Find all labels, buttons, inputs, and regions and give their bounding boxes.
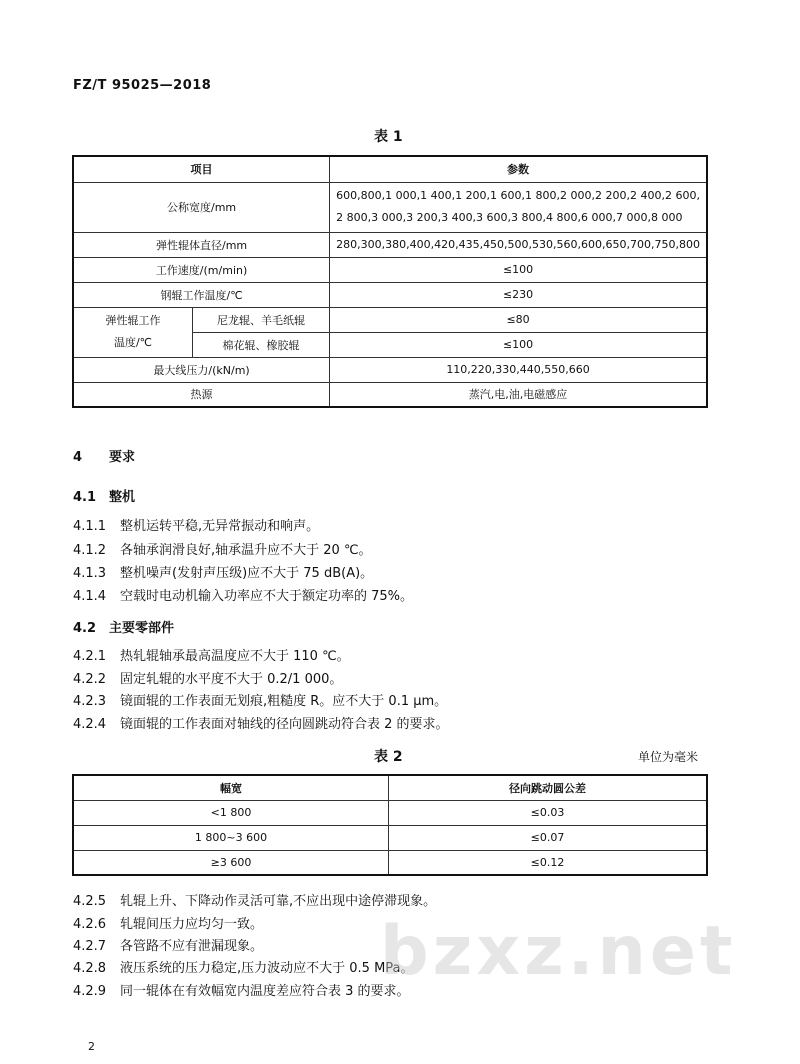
- clause-text: 同一辊体在有效幅宽内温度差应符合表 3 的要求。: [120, 984, 410, 999]
- table-row: [73, 800, 707, 825]
- row-width-value-line1: 600,800,1 000,1 400,1 200,1 600,1 800,2 000,2 200,2 400,2 600,: [336, 189, 700, 202]
- doc-id-header: FZ/T 95025—2018: [73, 78, 212, 93]
- clause-text: 固定轧辊的水平度不大于 0.2/1 000。: [120, 672, 343, 687]
- runout-tolerance-table: [72, 774, 708, 876]
- clause-number: 4.2.7: [73, 939, 107, 954]
- row-elastic-sub2-value: ≤100: [330, 332, 707, 357]
- clause-text: 轧辊间压力应均匀一致。: [120, 917, 264, 932]
- page-number: 2: [88, 1040, 95, 1053]
- table2-header-width: 幅宽: [73, 775, 389, 800]
- row-width-value: [330, 182, 707, 232]
- table2-width-cell: 1 800~3 600: [73, 825, 389, 850]
- row-width-label: 公称宽度/mm: [73, 182, 330, 232]
- clause-4-2-1: [73, 645, 350, 664]
- clause-text: 液压系统的压力稳定,压力波动应不大于 0.5 MPa。: [120, 961, 414, 976]
- clause-4-2-9: [73, 980, 410, 999]
- table2-tol-cell: ≤0.12: [389, 850, 708, 875]
- elastic-temp-label-line2: 温度/℃: [113, 336, 153, 349]
- row-steel-temp-label: 钢辊工作温度/℃: [73, 282, 330, 307]
- row-diameter-value: 280,300,380,400,420,435,450,500,530,560,600,650,700,750,800: [330, 232, 707, 257]
- table2-tol-cell: ≤0.07: [389, 825, 708, 850]
- section-4-1-heading: [73, 486, 135, 505]
- clause-number: 4.2.3: [73, 694, 107, 709]
- clause-4-2-7: [73, 935, 263, 954]
- clause-text: 镜面辊的工作表面无划痕,粗糙度 R。应不大于 0.1 μm。: [120, 694, 448, 709]
- section-4-2-number: 4.2: [73, 621, 97, 636]
- table2-width-cell: <1 800: [73, 800, 389, 825]
- clause-number: 4.2.5: [73, 894, 107, 909]
- row-diameter-label: 弹性辊体直径/mm: [73, 232, 330, 257]
- clause-number: 4.1.4: [73, 589, 107, 604]
- clause-number: 4.2.2: [73, 672, 107, 687]
- row-pressure-label: 最大线压力/(kN/m): [73, 357, 330, 382]
- table2-unit: 单位为毫米: [637, 750, 698, 764]
- clause-number: 4.2.8: [73, 961, 107, 976]
- section-4-2-title: 主要零部件: [109, 621, 175, 636]
- row-elastic-temp-group-label: [73, 307, 193, 357]
- clause-4-2-6: [73, 913, 263, 932]
- clause-text: 整机运转平稳,无异常振动和响声。: [120, 519, 320, 534]
- clause-text: 热轧辊轴承最高温度应不大于 110 ℃。: [120, 649, 350, 664]
- table-row: [73, 850, 707, 875]
- row-elastic-sub1-value: ≤80: [330, 307, 707, 332]
- table-row: [73, 825, 707, 850]
- clause-number: 4.1.1: [73, 519, 107, 534]
- clause-4-2-4: [73, 713, 449, 732]
- clause-number: 4.2.9: [73, 984, 107, 999]
- clause-4-2-8: [73, 957, 414, 976]
- table1-header-item: 项目: [73, 156, 330, 182]
- clause-text: 轧辊上升、下降动作灵活可靠,不应出现中途停滞现象。: [120, 894, 437, 909]
- row-heat-label: 热源: [73, 382, 330, 407]
- section-4-title: 要求: [109, 450, 136, 465]
- clause-4-2-5: [73, 890, 436, 909]
- row-elastic-sub2-label: 棉花辊、橡胶辊: [193, 332, 330, 357]
- clause-4-1-4: [73, 585, 413, 604]
- table2-header-tolerance: 径向跳动圆公差: [389, 775, 708, 800]
- clause-4-1-2: [73, 539, 372, 558]
- clause-number: 4.2.6: [73, 917, 107, 932]
- clause-text: 整机噪声(发射声压级)应不大于 75 dB(A)。: [120, 566, 374, 581]
- row-heat-value: 蒸汽,电,油,电磁感应: [330, 382, 707, 407]
- row-elastic-sub1-label: 尼龙辊、羊毛纸辊: [193, 307, 330, 332]
- clause-number: 4.2.4: [73, 717, 107, 732]
- table2-caption: 表 2: [374, 749, 403, 765]
- section-4-heading: [73, 446, 135, 465]
- row-speed-value: ≤100: [330, 257, 707, 282]
- section-4-1-title: 整机: [109, 490, 136, 505]
- clause-4-1-3: [73, 562, 373, 581]
- row-width-value-line2: 2 800,3 000,3 200,3 400,3 600,3 800,4 800,6 000,7 000,8 000: [336, 211, 683, 224]
- row-pressure-value: 110,220,330,440,550,660: [330, 357, 707, 382]
- clause-number: 4.1.2: [73, 543, 107, 558]
- clause-text: 各轴承润滑良好,轴承温升应不大于 20 ℃。: [120, 543, 372, 558]
- clause-4-1-1: [73, 515, 319, 534]
- section-4-number: 4: [73, 450, 83, 465]
- table1-header-param: 参数: [330, 156, 707, 182]
- table1-caption: 表 1: [374, 129, 403, 145]
- clause-number: 4.2.1: [73, 649, 107, 664]
- section-4-1-number: 4.1: [73, 490, 97, 505]
- elastic-temp-label-line1: 弹性辊工作: [105, 314, 161, 327]
- row-speed-label: 工作速度/(m/min): [73, 257, 330, 282]
- parameter-table: [72, 155, 708, 408]
- clause-number: 4.1.3: [73, 566, 107, 581]
- table2-width-cell: ≥3 600: [73, 850, 389, 875]
- clause-text: 空载时电动机输入功率应不大于额定功率的 75%。: [120, 589, 414, 604]
- section-4-2-heading: [73, 617, 174, 636]
- clause-text: 镜面辊的工作表面对轴线的径向圆跳动符合表 2 的要求。: [120, 717, 449, 732]
- watermark: bzxz.net: [380, 912, 737, 991]
- clause-text: 各管路不应有泄漏现象。: [120, 939, 264, 954]
- clause-4-2-3: [73, 690, 447, 709]
- table2-tol-cell: ≤0.03: [389, 800, 708, 825]
- row-steel-temp-value: ≤230: [330, 282, 707, 307]
- clause-4-2-2: [73, 668, 342, 687]
